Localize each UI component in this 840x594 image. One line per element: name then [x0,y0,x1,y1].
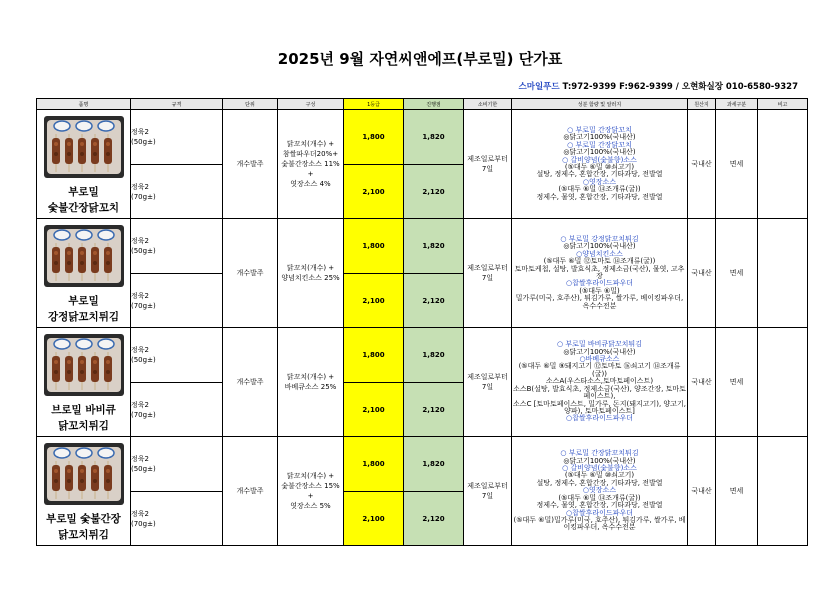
price-store-a: 1,820 [404,110,464,165]
ingredient-line: 소스C [토마토페이스트, 밀가루, 돈지(돼지고기), 양고기, 양파), 토마토페이스트] [513,399,686,415]
product-cell [37,219,131,328]
spec-weight: 정육2 [131,237,149,245]
unit-cell: 개수발주 [223,110,278,219]
price-grade1-a: 1,800 [344,110,404,165]
header-cell: 진행점 [404,99,464,110]
product-name-line1: 부로밀 [68,294,99,307]
ingredient-line: ○ 부로밀 간장닭꼬치튀김 [560,449,639,458]
spec-grams: (50g±) [131,138,156,146]
price-grade1-b: 2,100 [344,274,404,328]
shelf-life-cell: 제조일로부터 7일 [464,328,512,437]
product-row-a [37,328,808,383]
note-cell [758,110,808,219]
price-grade1-b: 2,100 [344,492,404,546]
composition-cell [278,110,344,219]
ingredient-line: 소스B(설탕, 발효식초, 정제소금(국산), 양조간장, 토마토페이스트), [513,384,686,401]
composition-cell [278,219,344,328]
composition-cell [278,328,344,437]
spec-grams: (50g±) [131,356,156,364]
product-photo-icon [44,334,124,396]
spec-a [131,110,223,165]
header-cell: 소비기한 [464,99,512,110]
composition-line: 닭꼬치(개수) + [286,472,335,480]
spec-b [131,383,223,437]
ingredient-line: ○ 갈비양념(숯불향)소스 [562,464,637,473]
ingredient-line: 정제수, 물엿, 혼합간장, 기타과당, 전발열 [536,192,663,201]
price-grade1-a: 1,800 [344,219,404,274]
note-cell [758,328,808,437]
price-store-a: 1,820 [404,328,464,383]
ingredient-line: (⑤대두 ⑥밀 ⑨돼지고기 ⑫토마토 ⑯쇠고기 ⑭조개류(굴)) [518,362,681,378]
price-grade1-a: 1,800 [344,328,404,383]
product-name-line2: 닭꼬치튀김 [58,419,109,432]
composition-cell [278,437,344,546]
ingredient-line: ○ 갈비양념(숯불향)소스 [562,155,637,164]
composition-line: 닭꼬치(개수) + [286,140,335,148]
ingredient-line: (⑤대두 ⑥밀) [579,286,620,295]
price-grade1-b: 2,100 [344,165,404,219]
ingredient-line: ○찹쌀후라이드파우더 [566,508,633,517]
origin-cell: 국내산 [688,110,716,219]
tax-cell: 면세 [716,110,758,219]
header-cell: 규격 [131,99,223,110]
composition-line: 엿장소스 4% [290,180,331,188]
product-photo [44,225,124,287]
composition-line: 양념치킨소스 25% [281,274,340,282]
ingredient-line: ○바베큐소스 [579,355,620,364]
price-store-b: 2,120 [404,492,464,546]
origin-cell: 국내산 [688,437,716,546]
spec-weight: 정육2 [131,509,149,518]
product-row-a [37,219,808,274]
header-cell: 품명 [37,99,131,110]
composition-line: 숯불간장소스 11% [281,160,340,168]
ingredient-line: 토마토케첩, 설탕, 발효식초, 정제소금(국산), 물엿, 고추장 [514,264,685,280]
ingredient-line: (⑤대두 ⑥밀 ⑩쇠고기) [564,163,635,171]
spec-b [131,492,223,546]
ingredients-cell [512,219,688,328]
ingredient-line: ○ 부로밀 바비큐닭꼬치튀김 [557,340,642,349]
price-grade1-a: 1,800 [344,437,404,492]
header-cell: 원산지 [688,99,716,110]
product-name [37,184,130,216]
composition-line: 닭꼬치(개수) + [286,264,335,272]
note-cell [758,437,808,546]
supplier-brand: 스마일푸드 [518,82,560,92]
header-cell: 성분 함량 및 알러지 [512,99,688,110]
price-grade1-b: 2,100 [344,383,404,437]
ingredient-line: 설탕, 정제수, 혼합간장, 기타과당, 전발열 [536,170,663,179]
product-name-line1: 브로밀 바비큐 [51,403,116,416]
product-photo-icon [44,443,124,505]
product-name [37,293,130,325]
product-name [37,402,130,434]
tax-cell: 면세 [716,437,758,546]
product-photo-icon [44,225,124,287]
header-cell: 1등급 [344,99,404,110]
composition-line: + [307,170,314,178]
product-name-line1: 부로밀 숯불간장 [46,512,121,525]
spec-grams: (70g±) [131,519,156,528]
price-store-b: 2,120 [404,383,464,437]
origin-cell: 국내산 [688,219,716,328]
ingredient-line: ○ 부로밀 간장닭꼬치 [567,140,632,149]
composition-line: 바베큐소스 25% [284,383,337,391]
spec-grams: (70g±) [131,410,156,419]
ingredient-line: ○엿장소스 [582,177,617,186]
composition-line: 참쌀파우더20%+ [282,150,339,158]
spec-weight: 정육2 [131,346,149,354]
ingredient-line: ○찹쌀후라이드파우더 [566,279,633,288]
product-row-a [37,110,808,165]
ingredient-line: ◎닭고기100%(국내산) [563,242,636,251]
ingredient-line: (⑤대두 ⑥밀 ⑭조개류(굴)) [558,493,641,502]
note-cell [758,219,808,328]
ingredient-line: ◎닭고기100%(국내산) [563,456,636,465]
spec-grams: (50g±) [131,247,156,255]
ingredient-line: ○ 부로밀 간장닭꼬치 [567,125,632,134]
ingredient-line: ○양념치킨소스 [576,249,623,258]
spec-grams: (70g±) [131,301,156,310]
spec-b [131,165,223,219]
ingredient-line: 설탕, 정제수, 혼합간장, 기타과당, 전발열 [536,478,663,487]
ingredient-line: 소스A(우스타소스,토마토페이스트) [545,377,654,386]
shelf-life-cell: 제조일로부터 7일 [464,219,512,328]
price-store-a: 1,820 [404,437,464,492]
spec-weight: 정육2 [131,128,149,136]
product-name-line2: 숯불간장닭꼬치 [47,201,119,214]
origin-cell: 국내산 [688,328,716,437]
spec-a [131,437,223,492]
spec-weight: 정육2 [131,291,149,300]
spec-grams: (70g±) [131,192,156,201]
spec-weight: 정육2 [131,400,149,409]
header-row [37,99,808,110]
ingredient-line: ○엿장소스 [582,486,617,495]
tax-cell: 면세 [716,219,758,328]
page-title: 2025년 9월 자연씨앤에프(부로밀) 단가표 [277,50,563,68]
supplier-contact: T:972-9399 F:962-9399 / 오현화실장 010-6580-9327 [562,82,798,92]
product-name [37,511,130,543]
unit-cell: 개수발주 [223,437,278,546]
spec-b [131,274,223,328]
spec-a [131,219,223,274]
product-cell [37,110,131,219]
ingredient-line: (⑤대두 ⑥밀 ⑭조개류(굴)) [558,185,641,194]
spec-weight: 정육2 [131,182,149,191]
product-photo [44,443,124,505]
ingredient-line: ◎닭고기100%(국내산) [563,148,636,157]
supplier-info [519,80,798,92]
product-row-a [37,437,808,492]
shelf-life-cell: 제조일로부터 7일 [464,437,512,546]
product-name-line2: 강정닭꼬치튀김 [47,310,119,323]
spec-grams: (50g±) [131,465,156,473]
composition-line: + [307,492,314,500]
product-cell [37,437,131,546]
price-store-b: 2,120 [404,165,464,219]
price-store-a: 1,820 [404,219,464,274]
header-cell: 비고 [758,99,808,110]
product-name-line1: 부로밀 [68,185,99,198]
product-photo [44,116,124,178]
price-store-b: 2,120 [404,274,464,328]
ingredients-cell [512,437,688,546]
unit-cell: 개수발주 [223,219,278,328]
product-photo [44,334,124,396]
ingredient-line: 밀가루(미국, 호주산), 튀김가루, 쌀가루, 베이킹파우더, 옥수수전분 [515,294,684,310]
spec-weight: 정육2 [131,455,149,463]
price-table [36,98,808,546]
shelf-life-cell: 제조일로부터 7일 [464,110,512,219]
composition-line: 숯불간장소스 15% [281,482,340,490]
ingredients-cell [512,110,688,219]
tax-cell: 면세 [716,328,758,437]
spec-a [131,328,223,383]
ingredient-line: ○ 부로밀 강정닭꼬치튀김 [560,234,639,243]
ingredient-line: (⑤대두 ⑥밀 ⑫토마토 ⑭조개류(굴)) [543,257,656,266]
product-photo-icon [44,116,124,178]
product-name-line2: 닭꼬치튀김 [58,528,109,541]
header-cell: 과세구분 [716,99,758,110]
ingredient-line: (⑤대두 ⑥밀 ⑩쇠고기) [564,471,635,480]
composition-line: 엿장소스 5% [290,502,331,510]
product-cell [37,328,131,437]
ingredient-line: (⑤대두 ⑥밀)밀가루(미국, 호주산), 튀김가루, 쌀가루, 베이킹파우더, 옥수수전분 [513,515,686,532]
ingredient-line: ◎닭고기100%(국내산) [563,133,636,142]
ingredient-line: ○찹쌀후라이드파우더 [566,414,633,423]
composition-line: 닭꼬치(개수) + [286,373,335,381]
ingredient-line: ◎닭고기100%(국내산) [563,347,636,356]
ingredients-cell [512,328,688,437]
header-cell: 단위 [223,99,278,110]
header-cell: 구성 [278,99,344,110]
unit-cell: 개수발주 [223,328,278,437]
ingredient-line: 정제수, 물엿, 혼합간장, 기타과당, 전발열 [536,501,663,510]
